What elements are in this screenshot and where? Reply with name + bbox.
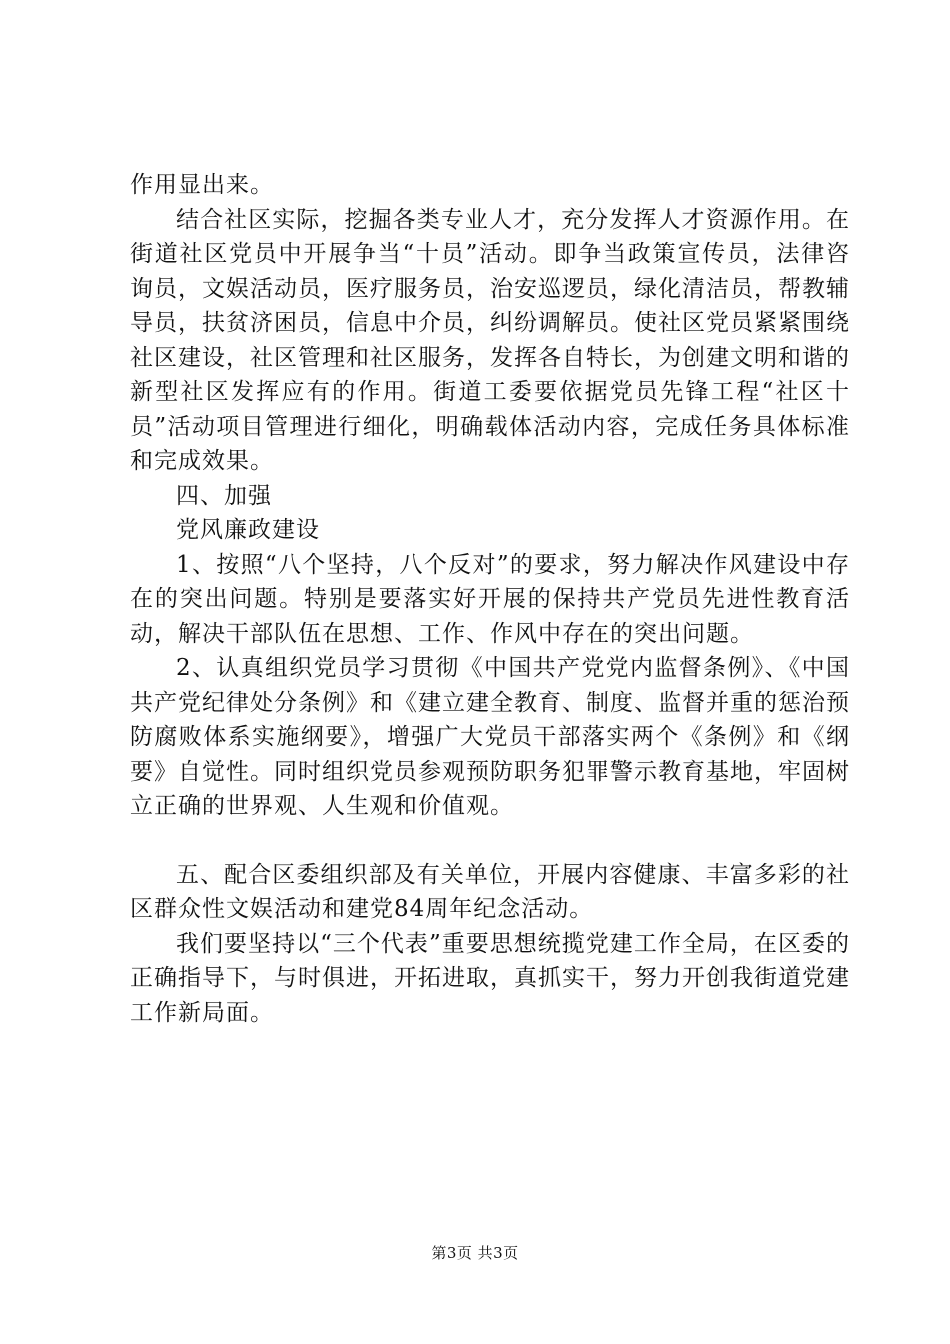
document-body (130, 168, 850, 1030)
paragraph-section-five: 五、配合区委组织部及有关单位，开展内容健康、丰富多彩的社区群众性文娱活动和建党84周年纪念活动。 (130, 861, 850, 922)
paragraph-continuation: 作用显出来。 (130, 172, 274, 198)
paragraph-gap (130, 824, 850, 858)
section-heading-four: 四、加强 (176, 482, 272, 509)
paragraph-conclusion: 我们要坚持以“三个代表”重要思想统揽党建工作全局，在区委的正确指导下，与时俱进，开拓进取，真抓实干，努力开创我街道党建工作新局面。 (130, 930, 850, 1026)
paragraph-item-2: 2、认真组织党员学习贯彻《中国共产党党内监督条例》、《中国共产党纪律处分条例》和《建立建全教育、制度、监督并重的惩治预防腐败体系实施纲要》，增强广大党员干部落实两个《条例》和《纲要》自觉性。同时组织党员参观预防职务犯罪警示教育基地，牢固树立正确的世界观、人生观和价值观。 (130, 655, 850, 819)
page-number-footer: 第3页 共3页 (431, 1244, 519, 1262)
paragraph-talent: 结合社区实际，挖掘各类专业人才，充分发挥人才资源作用。在街道社区党员中开展争当“十员”活动。即争当政策宣传员，法律咨询员，文娱活动员，医疗服务员，治安巡逻员，绿化清洁员，帮教辅导员，扶贫济困员，信息中介员，纠纷调解员。使社区党员紧紧围绕社区建设，社区管理和社区服务，发挥各自特长，为创建文明和谐的新型社区发挥应有的作用。街道工委要依据党员先锋工程“社区十员”活动项目管理进行细化，明确载体活动内容，完成任务具体标准和完成效果。 (130, 206, 850, 474)
paragraph-item-1: 1、按照“八个坚持，八个反对”的要求，努力解决作风建设中存在的突出问题。特别是要落实好开展的保持共产党员先进性教育活动，解决干部队伍在思想、工作、作风中存在的突出问题。 (130, 551, 850, 647)
section-heading-four-continued: 党风廉政建设 (176, 517, 320, 543)
